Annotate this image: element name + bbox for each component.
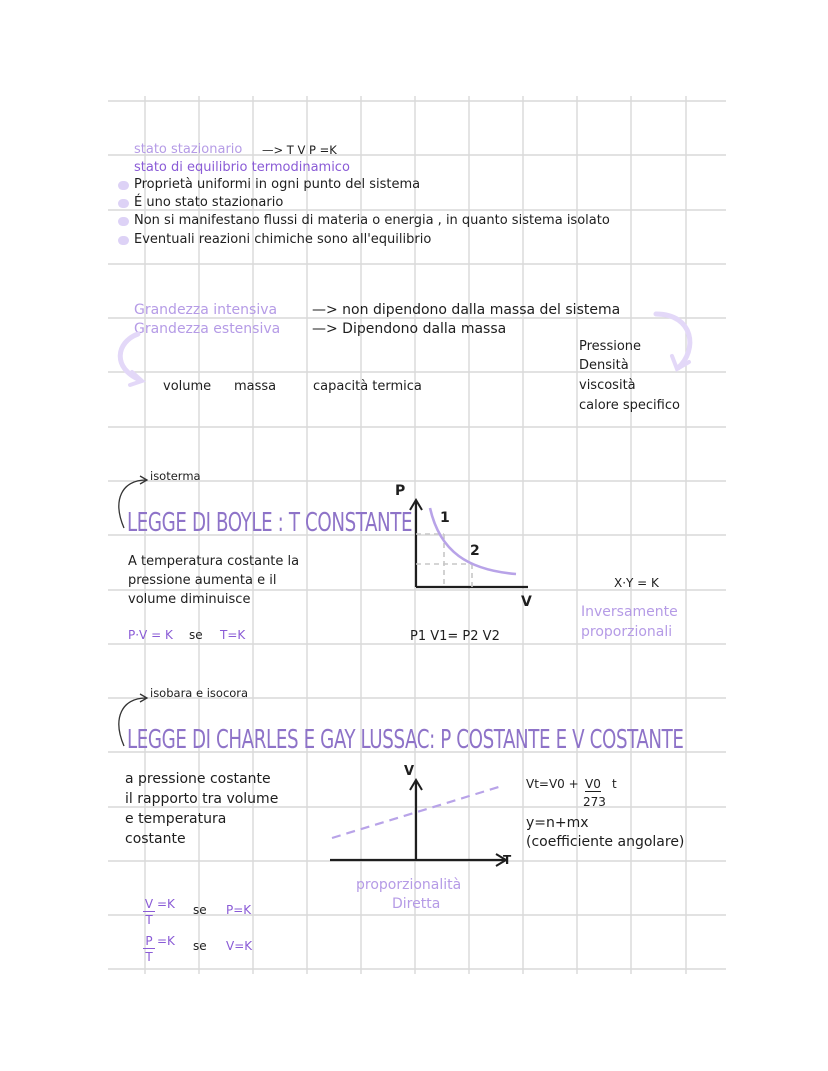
xy-k-formula: X·Y = K	[614, 576, 659, 590]
curved-arrow-right-icon	[648, 306, 698, 378]
vt-formula-den: 273	[583, 795, 606, 809]
boyle-desc-2: pressione aumenta e il	[128, 573, 277, 588]
intensiva-text: —> non dipendono dalla massa del sistema	[312, 302, 621, 318]
ratio2-se: se	[193, 939, 207, 953]
vt-formula-num: V0	[585, 777, 601, 791]
bullet-text-4: Eventuali reazioni chimiche sono all'equilibrio	[134, 232, 432, 247]
charles-desc-3: e temperatura	[125, 811, 227, 827]
charles-axis-v: V	[404, 764, 415, 779]
example-massa: massa	[234, 379, 277, 394]
example-calore-specifico: calore specifico	[579, 398, 680, 413]
estensiva-label: Grandezza estensiva	[134, 321, 281, 337]
bullet-dot	[118, 199, 129, 208]
boyle-formula: P·V = K	[128, 628, 173, 642]
isobara-label: isobara e isocora	[150, 686, 249, 700]
diretta-label: Diretta	[392, 896, 441, 912]
charles-desc-2: il rapporto tra volume	[125, 791, 279, 807]
example-capacita-termica: capacità termica	[313, 379, 422, 394]
charles-desc-1: a pressione costante	[125, 771, 271, 787]
bullet-dot	[118, 217, 129, 226]
proporzionalita-label: proporzionalità	[356, 877, 462, 893]
estensiva-text: —> Dipendono dalla massa	[312, 321, 507, 337]
example-densita: Densità	[579, 358, 629, 373]
isoterma-label: isoterma	[150, 469, 201, 483]
charles-graph	[322, 766, 514, 870]
boyle-axis-v: V	[521, 594, 532, 610]
curved-arrow-left-icon	[110, 328, 160, 388]
ratio2-eq: =K	[157, 934, 175, 948]
coefficiente-label: (coefficiente angolare)	[526, 834, 685, 850]
vt-formula-t: t	[612, 777, 617, 791]
tvpk-arrow-text: —> T V P =K	[262, 143, 337, 157]
boyle-caption: P1 V1= P2 V2	[410, 629, 500, 644]
ratio2-num: P	[143, 934, 155, 949]
boyle-desc-1: A temperatura costante la	[128, 554, 300, 569]
ratio1-den: T	[145, 913, 153, 927]
example-viscosita: viscosità	[579, 378, 636, 393]
bullet-dot	[118, 181, 129, 190]
equilibrio-title: stato di equilibrio termodinamico	[134, 160, 350, 175]
boyle-condition: T=K	[220, 628, 246, 642]
bullet-dot	[118, 236, 129, 245]
inversamente-label: Inversamente	[581, 604, 678, 620]
stato-stazionario-label: stato stazionario	[134, 142, 243, 157]
ratio1-eq: =K	[157, 897, 175, 911]
vt-formula-left: Vt=V0 +	[526, 777, 579, 791]
bullet-text-2: É uno stato stazionario	[134, 195, 284, 210]
intensiva-label: Grandezza intensiva	[134, 302, 278, 318]
ratio2-cond: V=K	[226, 939, 253, 953]
charles-title: LEGGE DI CHARLES E GAY LUSSAC: P COSTANTE E V COSTANTE	[127, 725, 684, 755]
y-formula: y=n+mx	[526, 815, 589, 831]
charles-axis-t: T	[503, 853, 512, 867]
ratio1-cond: P=K	[226, 903, 252, 917]
proporzionali-label: proporzionali	[581, 624, 673, 640]
boyle-point-1: 1	[440, 510, 450, 526]
boyle-title: LEGGE DI BOYLE : T CONSTANTE	[127, 508, 413, 538]
ratio1-num: V	[144, 897, 154, 911]
ratio2-den: T	[145, 950, 153, 964]
bullet-text-1: Proprietà uniformi in ogni punto del sistema	[134, 177, 421, 192]
boyle-axis-p: P	[395, 483, 406, 499]
boyle-desc-3: volume diminuisce	[128, 592, 251, 607]
ratio1-se: se	[193, 903, 207, 917]
bullet-text-3: Non si manifestano flussi di materia o energia , in quanto sistema isolato	[134, 213, 610, 228]
boyle-point-2: 2	[470, 543, 480, 559]
example-pressione: Pressione	[579, 339, 642, 354]
charles-desc-4: costante	[125, 831, 186, 847]
se-label: se	[189, 628, 203, 642]
example-volume: volume	[163, 379, 212, 394]
